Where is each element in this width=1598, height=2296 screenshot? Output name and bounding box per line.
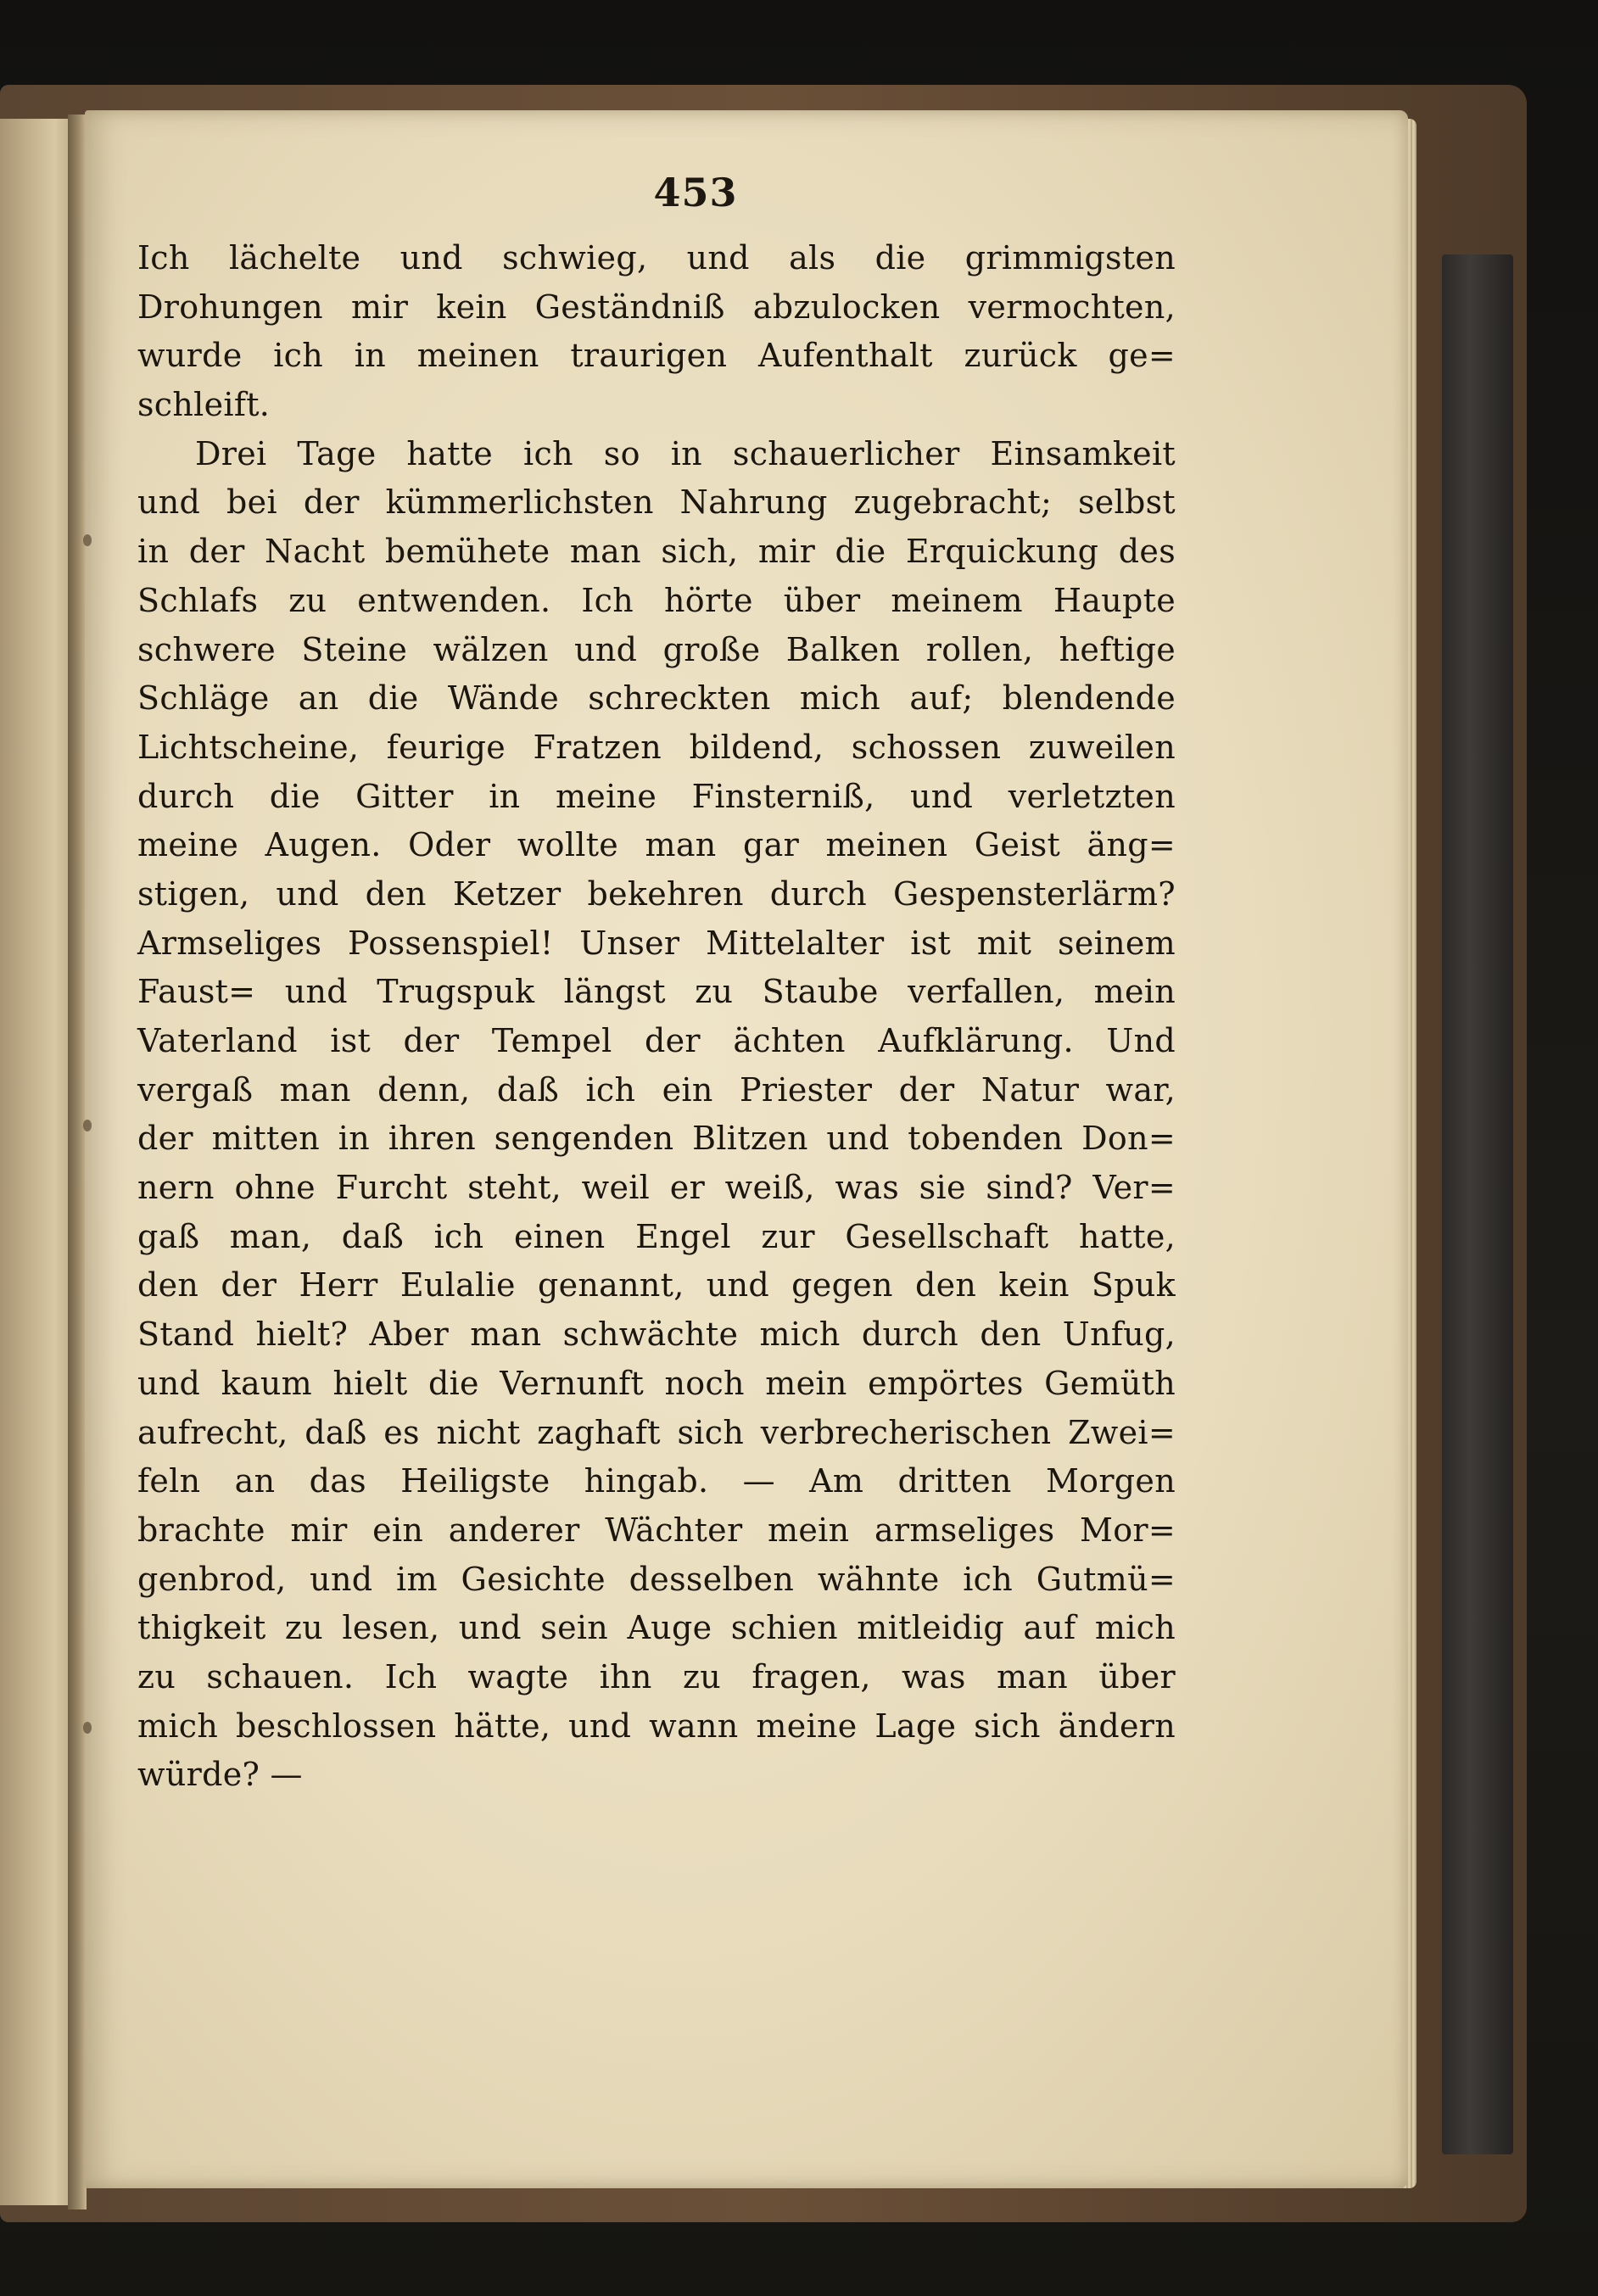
text-line: vergaß man denn, daß ich ein Priester der Natur war, bbox=[137, 1070, 1176, 1109]
text-line: in der Nacht bemühete man sich, mir die Erquickung des bbox=[137, 533, 1176, 571]
binding-hole bbox=[83, 1120, 92, 1131]
text-line: feln an das Heiligste hingab. — Am dritten Morgen bbox=[137, 1462, 1176, 1500]
binding-hole bbox=[83, 1722, 92, 1734]
page-number: 453 bbox=[653, 170, 738, 215]
text-line: würde? — bbox=[137, 1756, 303, 1794]
binding-hole bbox=[83, 534, 92, 546]
text-line: stigen, und den Ketzer bekehren durch Gespensterlärm? bbox=[137, 874, 1176, 913]
text-line: und kaum hielt die Vernunft noch mein empörtes Gemüth bbox=[137, 1364, 1176, 1402]
text-line: und bei der kümmerlichsten Nahrung zugebracht; selbst bbox=[137, 483, 1176, 522]
text-line: gaß man, daß ich einen Engel zur Gesellschaft hatte, bbox=[137, 1217, 1176, 1255]
text-line: meine Augen. Oder wollte man gar meinen Geist äng= bbox=[137, 826, 1176, 864]
text-line: wurde ich in meinen traurigen Aufenthalt zurück ge= bbox=[137, 337, 1176, 375]
text-line: Vaterland ist der Tempel der ächten Aufklärung. Und bbox=[137, 1022, 1176, 1059]
book-gutter bbox=[68, 115, 87, 2209]
text-line: den der Herr Eulalie genannt, und gegen den kein Spuk bbox=[137, 1266, 1176, 1304]
text-line: Drei Tage hatte ich so in schauerlicher Einsamkeit bbox=[195, 434, 1176, 472]
text-line: schwere Steine wälzen und große Balken rollen, heftige bbox=[137, 630, 1176, 668]
facing-page-edge bbox=[0, 119, 78, 2205]
text-line: brachte mir ein anderer Wächter mein armseliges Mor= bbox=[137, 1511, 1176, 1549]
text-line: Drohungen mir kein Geständniß abzulocken vermochten, bbox=[137, 288, 1176, 326]
book-spine bbox=[1442, 254, 1513, 2154]
text-line: zu schauen. Ich wagte ihn zu fragen, was man über bbox=[137, 1657, 1176, 1695]
text-line: thigkeit zu lesen, und sein Auge schien mitleidig auf mich bbox=[137, 1609, 1176, 1647]
text-line: aufrecht, daß es nicht zaghaft sich verbrecherischen Zwei= bbox=[137, 1413, 1176, 1451]
text-line: Schlafs zu entwenden. Ich hörte über meinem Haupte bbox=[137, 581, 1176, 619]
text-line: der mitten in ihren sengenden Blitzen und tobenden Don= bbox=[137, 1120, 1176, 1158]
text-line: Armseliges Possenspiel! Unser Mittelalter ist mit seinem bbox=[137, 924, 1176, 962]
text-line: nern ohne Furcht steht, weil er weiß, was sie sind? Ver= bbox=[137, 1169, 1176, 1207]
text-line: genbrod, und im Gesichte desselben wähnte ich Gutmü= bbox=[137, 1560, 1176, 1598]
body-text bbox=[137, 234, 1176, 1800]
text-line: Stand hielt? Aber man schwächte mich durch den Unfug, bbox=[137, 1316, 1176, 1354]
text-line: Schläge an die Wände schreckten mich auf; blendende bbox=[137, 679, 1176, 718]
text-line: Lichtscheine, feurige Fratzen bildend, schossen zuweilen bbox=[137, 728, 1176, 766]
text-line: durch die Gitter in meine Finsterniß, und verletzten bbox=[137, 777, 1176, 815]
text-line: schleift. bbox=[137, 386, 271, 424]
text-line: Faust= und Trugspuk längst zu Staube verfallen, mein bbox=[137, 973, 1176, 1011]
text-line: Ich lächelte und schwieg, und als die grimmigsten bbox=[137, 239, 1176, 277]
text-line: mich beschlossen hätte, und wann meine Lage sich ändern bbox=[137, 1707, 1176, 1745]
